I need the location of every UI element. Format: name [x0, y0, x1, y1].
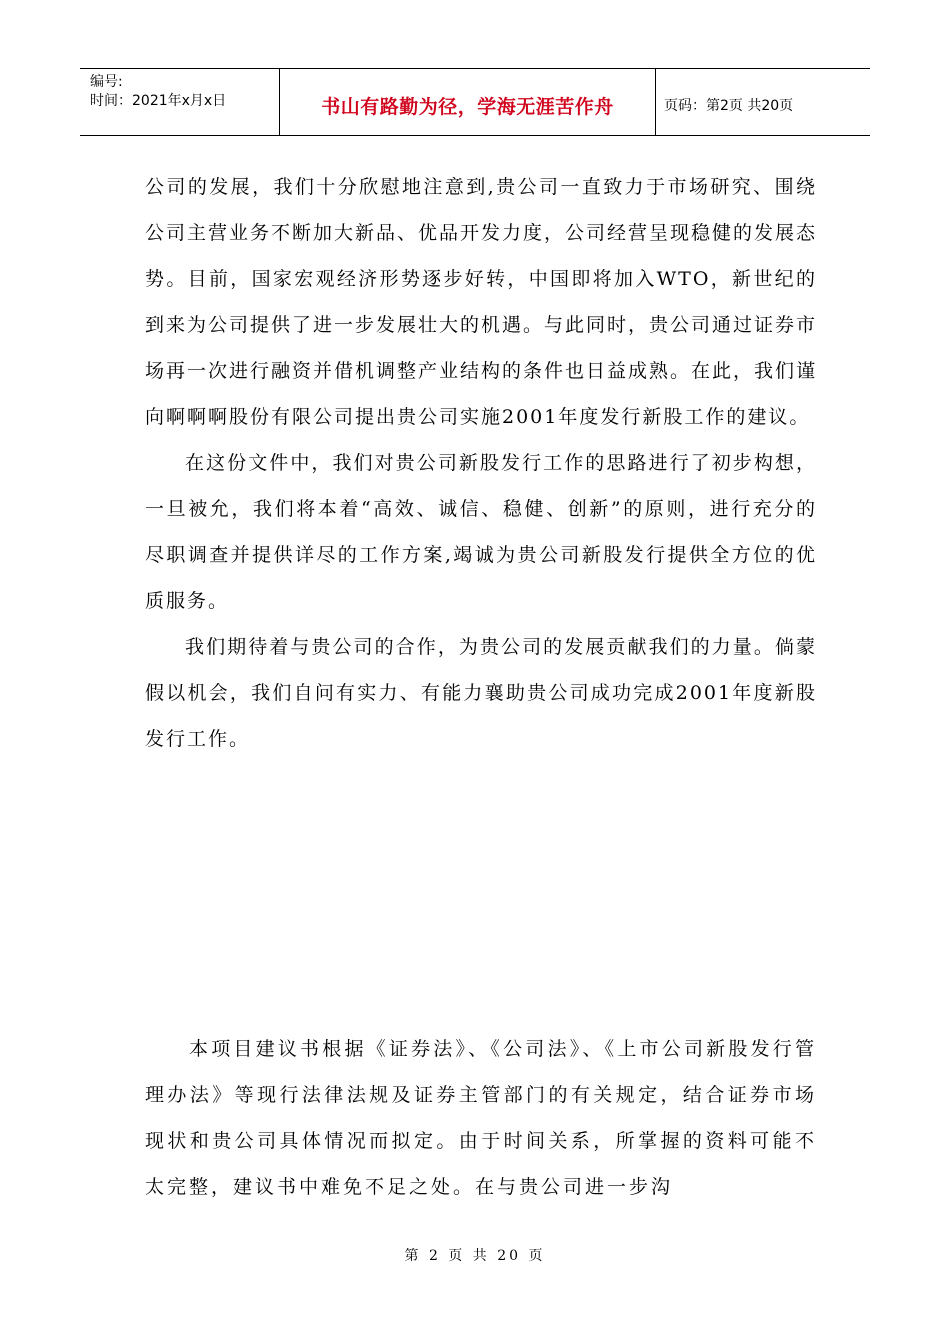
page-footer: 第 2 页 共 20 页	[404, 1248, 546, 1264]
header-time-label: 时间：2021年x月x日	[90, 93, 227, 109]
body-paragraph-3: 我们期待着与贵公司的合作，为贵公司的发展贡献我们的力量。倘蒙假以机会，我们自问有实力、有能力襄助贵公司成功完成2001年度新股发行工作。	[145, 636, 817, 750]
header-page-info-cell	[656, 69, 870, 135]
header-page-info: 页码：第2页 共20页	[664, 98, 794, 114]
header-motto-cell	[280, 69, 656, 135]
body-paragraph-4: 本项目建议书根据《证券法》、《公司法》、《上市公司新股发行管理办法》等现行法律法规及证券主管部门的有关规定，结合证券市场现状和贵公司具体情况而拟定。由于时间关系，所掌握的资料可能不太完整，建议书中难免不足之处。在与贵公司进一步沟	[145, 1038, 817, 1198]
document-body	[145, 164, 818, 1198]
body-paragraph-1: 公司的发展，我们十分欣慰地注意到,贵公司一直致力于市场研究、围绕公司主营业务不断加大新品、优品开发力度，公司经营呈现稳健的发展态势。目前，国家宏观经济形势逐步好转，中国即将加入WTO，新世纪的到来为公司提供了进一步发展壮大的机遇。与此同时，贵公司通过证券市场再一次进行融资并借机调整产业结构的条件也日益成熟。在此，我们谨向啊啊啊股份有限公司提出贵公司实施2001年度发行新股工作的建议。	[145, 176, 818, 428]
document-header	[80, 68, 870, 136]
body-paragraph-2: 在这份文件中，我们对贵公司新股发行工作的思路进行了初步构想，一旦被允，我们将本着“高效、诚信、稳健、创新”的原则，进行充分的尽职调查并提供详尽的工作方案,竭诚为贵公司新股发行提供全方位的优质服务。	[145, 452, 817, 612]
header-motto: 书山有路勤为径，学海无涯苦作舟	[321, 95, 614, 118]
header-meta	[80, 69, 280, 135]
header-number-label: 编号:	[90, 74, 123, 90]
